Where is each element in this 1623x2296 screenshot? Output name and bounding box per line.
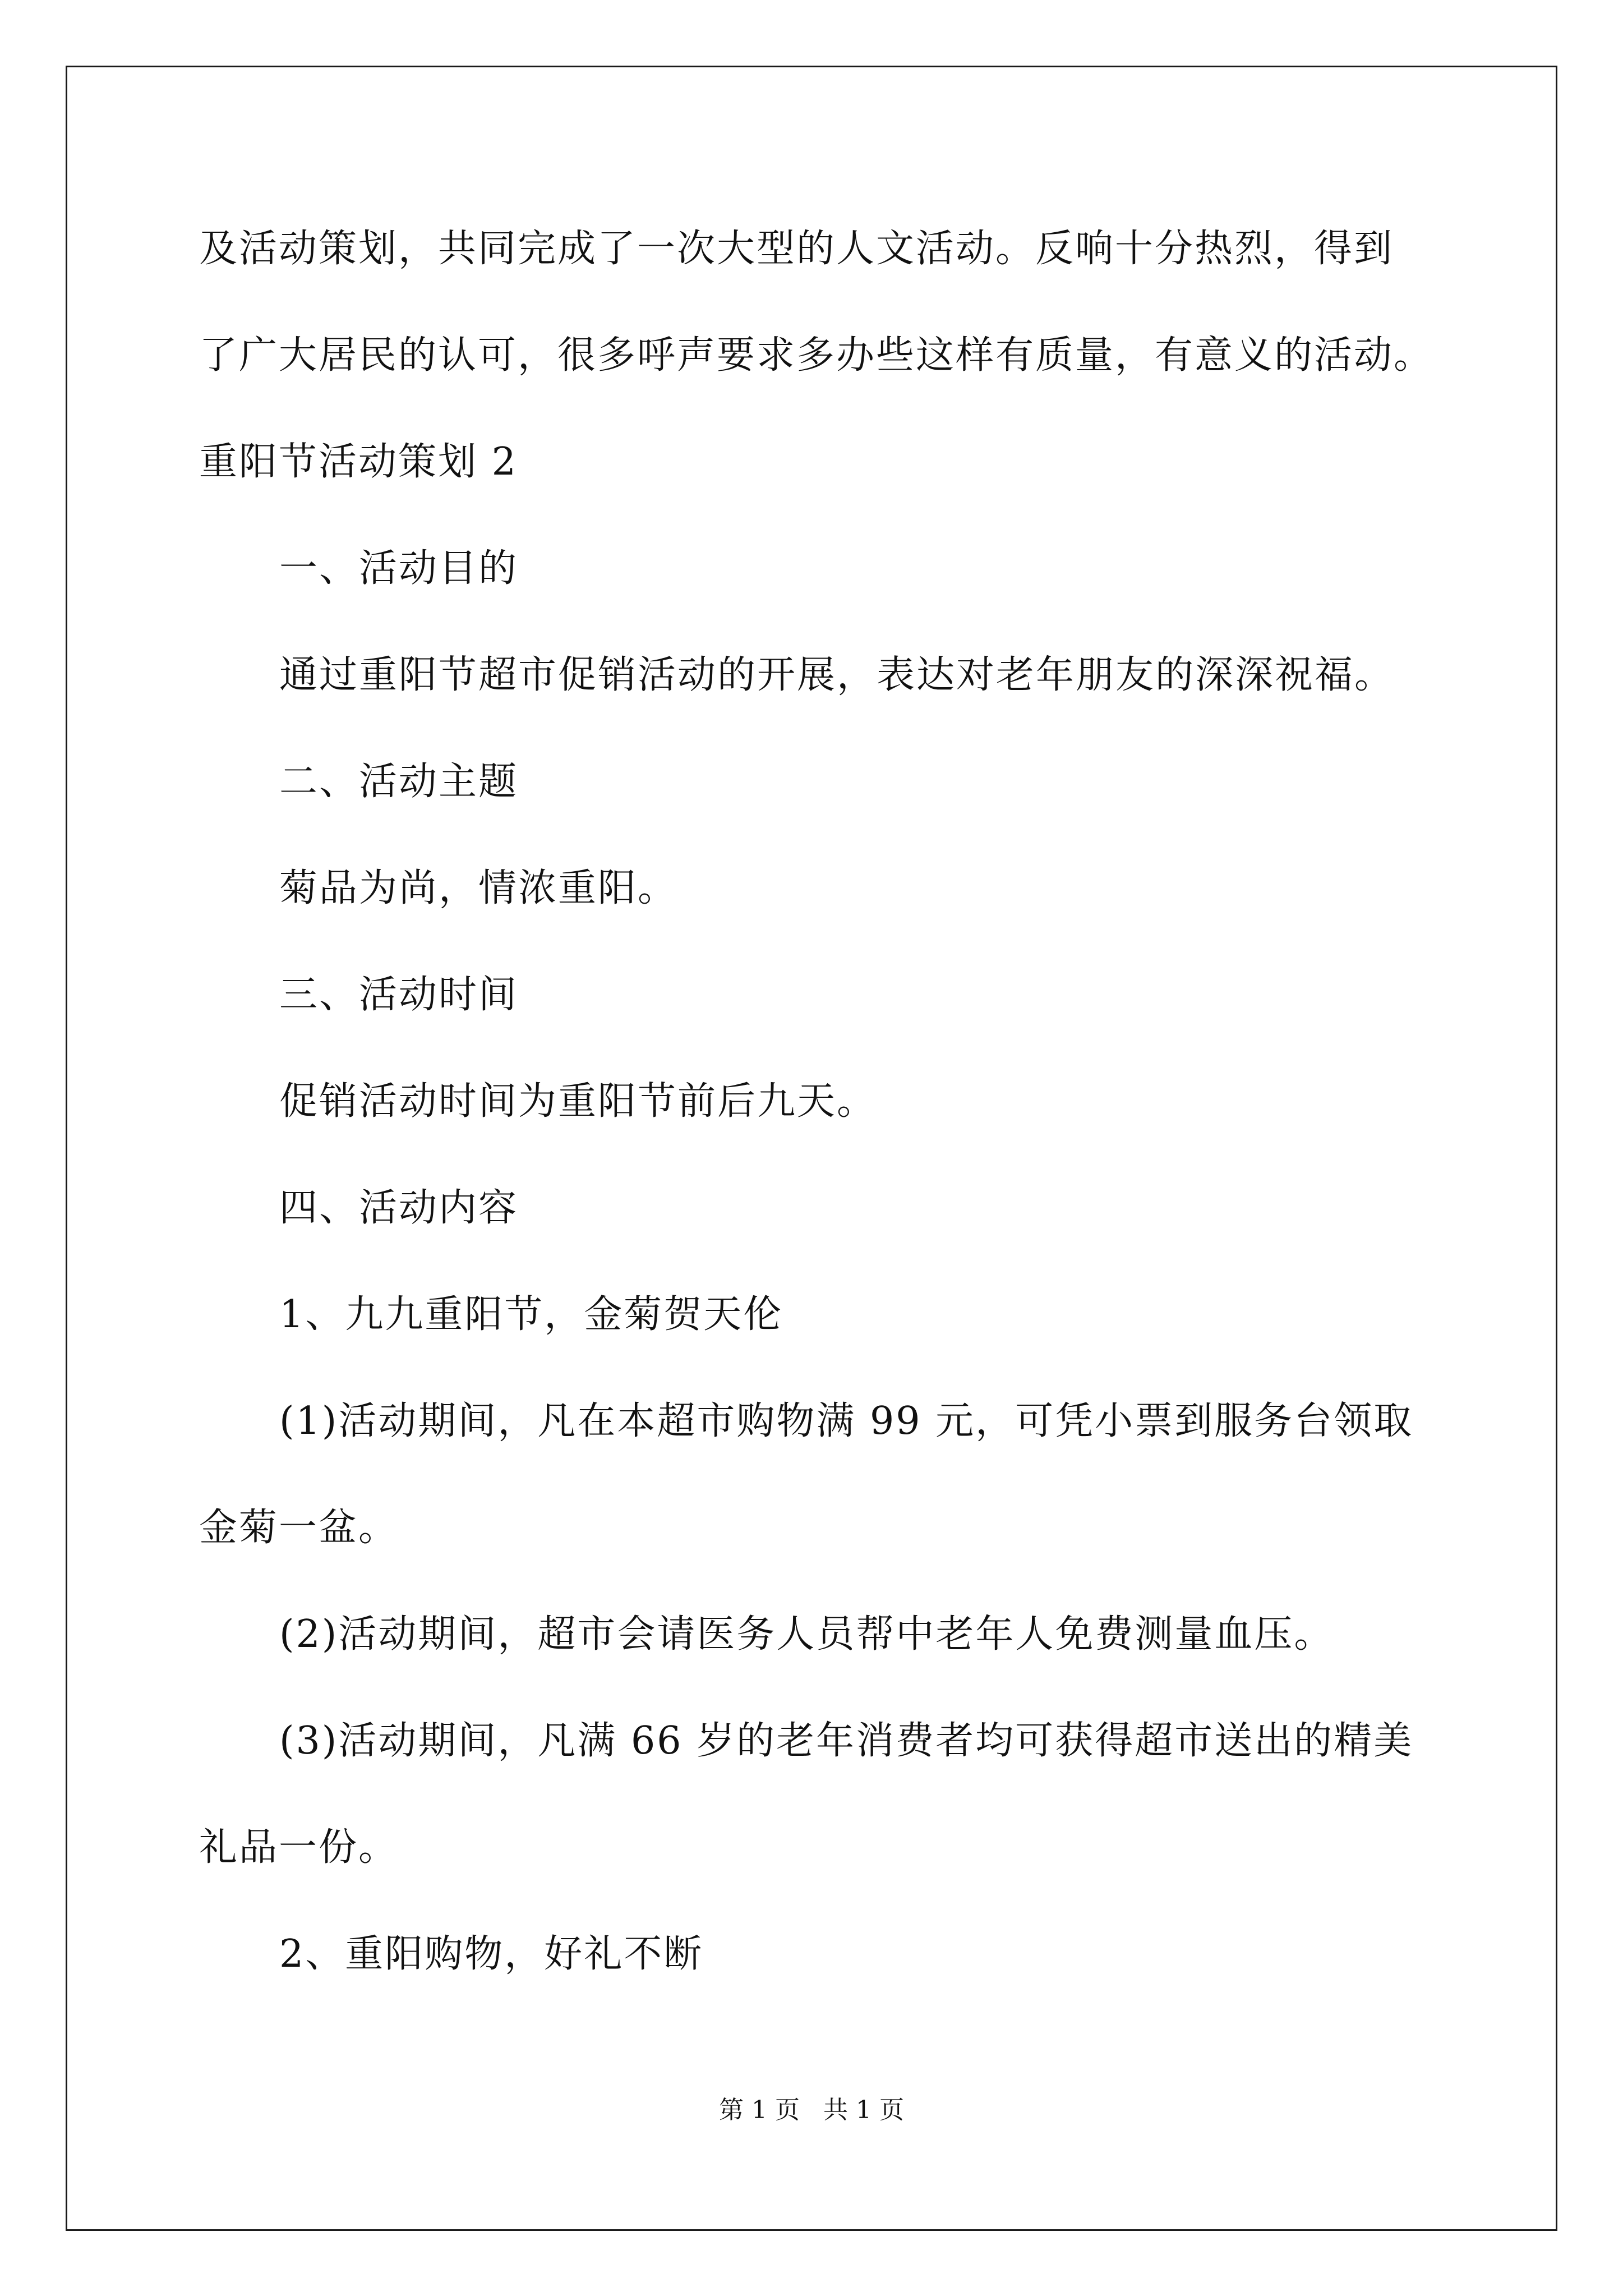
- paragraph-line: 礼品一份。: [199, 1825, 399, 1870]
- heading-purpose: 一、活动目的: [279, 546, 519, 591]
- page-border: [66, 66, 1557, 2231]
- paragraph-line: (2)活动期间，超市会请医务人员帮中老年人免费测量血压。: [279, 1612, 1334, 1657]
- paragraph-line: 通过重阳节超市促销活动的开展，表达对老年朋友的深深祝福。: [279, 653, 1395, 697]
- paragraph-line: 金菊一盆。: [199, 1506, 399, 1550]
- paragraph-line: 促销活动时间为重阳节前后九天。: [279, 1079, 877, 1124]
- page-number-footer: 第 1 页 共 1 页: [719, 2096, 904, 2124]
- heading-time: 三、活动时间: [279, 973, 519, 1017]
- heading-content: 四、活动内容: [279, 1186, 519, 1230]
- paragraph-line: (1)活动期间，凡在本超市购物满 99 元，可凭小票到服务台领取: [279, 1399, 1414, 1443]
- section-title: 重阳节活动策划 2: [199, 440, 518, 484]
- subheading-item-2: 2、重阳购物，好礼不断: [279, 1932, 704, 1976]
- paragraph-line: 及活动策划，共同完成了一次大型的人文活动。反响十分热烈，得到: [199, 227, 1394, 271]
- paragraph-line: (3)活动期间，凡满 66 岁的老年消费者均可获得超市送出的精美: [279, 1719, 1414, 1763]
- paragraph-line: 菊品为尚，情浓重阳。: [279, 866, 678, 910]
- subheading-item-1: 1、九九重阳节，金菊贺天伦: [279, 1292, 783, 1337]
- paragraph-line: 了广大居民的认可，很多呼声要求多办些这样有质量，有意义的活动。: [199, 333, 1434, 378]
- heading-theme: 二、活动主题: [279, 760, 519, 804]
